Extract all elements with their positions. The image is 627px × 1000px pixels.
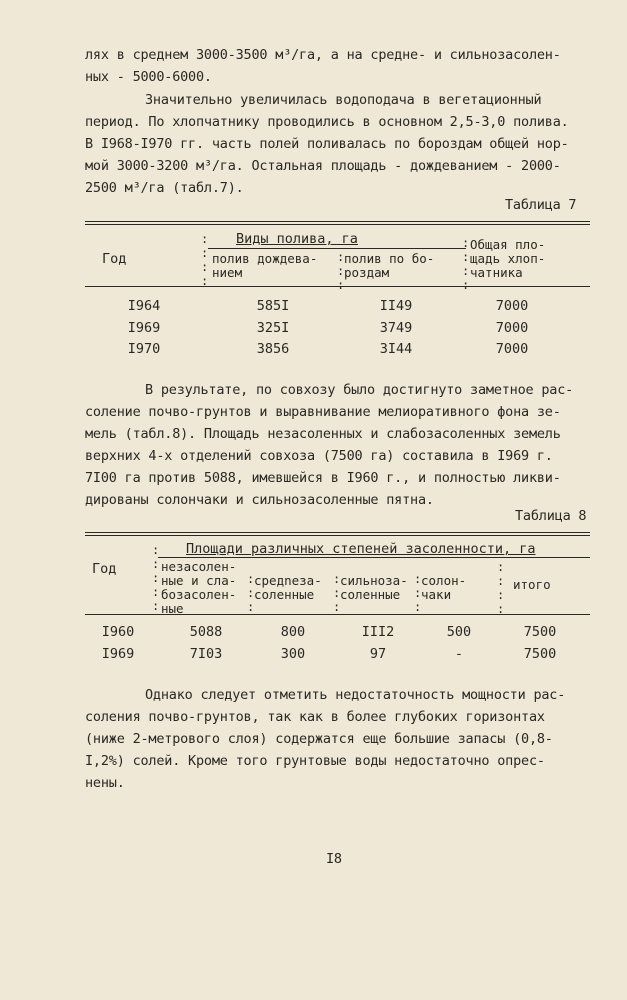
table8-cell: 97 — [369, 646, 387, 662]
table8-top-rule-2 — [85, 535, 590, 536]
table7-header-rule — [85, 286, 590, 287]
text-line: верхних 4-х отделений совхоза (7500 га) составила в I969 г. — [85, 448, 553, 464]
table7-top-rule — [85, 221, 590, 222]
table7-cell: 7000 — [495, 320, 529, 336]
table7-cell: 3749 — [379, 320, 413, 336]
table7-cell: 3856 — [256, 341, 290, 357]
table8-col-mid-2: соленные — [254, 587, 315, 602]
table8-col-year: Год — [92, 561, 117, 577]
table7-col-total-1: Общая пло- — [470, 237, 546, 252]
table8-cell: - — [454, 646, 464, 662]
text-line: Однако следует отметить недостаточность мощности рас- — [145, 687, 566, 703]
table8-col-separator: : : : : — [497, 560, 505, 616]
table7-cell: I970 — [127, 341, 161, 357]
table7-col-separator: : : : — [337, 250, 345, 292]
text-line: ных - 5000-6000. — [85, 69, 212, 85]
table8-cell: 7500 — [523, 646, 557, 662]
table7-col-separator: : : : : — [201, 232, 209, 288]
table7-cell: I969 — [127, 320, 161, 336]
table8-col-strong-2: соленные — [340, 587, 401, 602]
table8-caption: Таблица 8 — [515, 508, 587, 524]
table7-col-sprinkle-2: нием — [212, 265, 243, 280]
table8-cell: 7I03 — [189, 646, 223, 662]
table7-cell: I964 — [127, 298, 161, 314]
table8-col-non-4: ные — [161, 601, 184, 616]
table7-cell: II49 — [379, 298, 413, 314]
table7-col-sprinkle-1: полив дождева- — [212, 251, 318, 266]
table8-top-rule — [85, 532, 590, 533]
table7-col-total-2: щадь хлоп- — [470, 251, 546, 266]
table8-cell: 7500 — [523, 624, 557, 640]
text-line: В результате, по совхозу было достигнуто заметное рас- — [145, 382, 574, 398]
page-number: I8 — [326, 851, 342, 867]
text-line: нены. — [85, 775, 125, 791]
table7-col-furrow-1: полив по бо- — [344, 251, 435, 266]
table8-cell: 5088 — [189, 624, 223, 640]
text-line: 2500 м³/га (табл.7). — [85, 180, 244, 196]
table8-col-total: итого — [513, 577, 551, 592]
table8-group-header: Площади различных степеней засоленности, га — [186, 541, 536, 557]
table8-col-mid-1: средneза- — [254, 573, 322, 588]
text-line: мель (табл.8). Площадь незасоленных и слабозасоленных земель — [85, 426, 561, 442]
text-line: дированы солончаки и сильнозасоленные пятна. — [85, 492, 434, 508]
table8-col-strong-1: сильноза- — [340, 573, 408, 588]
table7-group-header: Виды полива, га — [236, 231, 358, 247]
table8-col-non-2: ные и сла- — [161, 573, 237, 588]
text-line: ляx в среднем 3000-3500 м³/га, а на средне- и сильнозасолен- — [85, 47, 561, 63]
table7-col-separator: : : : : — [462, 236, 470, 292]
text-line: I,2%) солей. Кроме того грунтовые воды недостаточно опрес- — [85, 753, 545, 769]
table7-cell: 325I — [256, 320, 290, 336]
table8-cell: I969 — [101, 646, 135, 662]
table7-cell: 3I44 — [379, 341, 413, 357]
table8-col-separator: : : : — [414, 572, 422, 614]
table7-col-year: Год — [102, 251, 127, 267]
text-line: соления почво-грунтов, так как в более глубоких горизонтах — [85, 709, 545, 725]
text-line: соление почво-грунтов и выравнивание мелиоративного фона зе- — [85, 404, 561, 420]
table7-cell: 7000 — [495, 298, 529, 314]
table8-col-non-1: незасолен- — [161, 559, 237, 574]
table8-cell: 500 — [446, 624, 472, 640]
table7-col-furrow-2: роздам — [344, 265, 390, 280]
table7-top-rule-2 — [85, 224, 590, 225]
text-line: (ниже 2-метрового слоя) содержатся еще большие запасы (0,8- — [85, 731, 553, 747]
table7-col-total-3: чатника — [470, 265, 523, 280]
table8-group-rule — [158, 557, 590, 558]
text-line: Значительно увеличилась водоподача в вегетационный — [145, 92, 542, 108]
table8-col-separator: : : : — [333, 572, 341, 614]
table8-cell: 800 — [280, 624, 306, 640]
table8-col-sol-2: чаки — [421, 587, 452, 602]
text-line: 7I00 га против 5088, имевшейся в I960 г., и полностью ликви- — [85, 470, 561, 486]
table8-col-sol-1: солон- — [421, 573, 467, 588]
text-line: В I968-I970 гг. часть полей поливалась по бороздам общей нор- — [85, 136, 569, 152]
table8-cell: 300 — [280, 646, 306, 662]
table8-col-separator: : : : — [247, 572, 255, 614]
table8-col-non-3: бозасолен- — [161, 587, 237, 602]
table8-header-rule — [85, 614, 590, 615]
table7-caption: Таблица 7 — [505, 197, 577, 213]
table8-cell: III2 — [361, 624, 395, 640]
table7-group-rule — [208, 248, 466, 249]
table7-cell: 585I — [256, 298, 290, 314]
text-line: мой 3000-3200 м³/га. Остальная площадь - дождеванием - 2000- — [85, 158, 561, 174]
text-line: период. По хлопчатнику проводились в основном 2,5-3,0 полива. — [85, 114, 569, 130]
table8-cell: I960 — [101, 624, 135, 640]
table8-col-separator: : : : : : — [152, 543, 160, 613]
table7-cell: 7000 — [495, 341, 529, 357]
